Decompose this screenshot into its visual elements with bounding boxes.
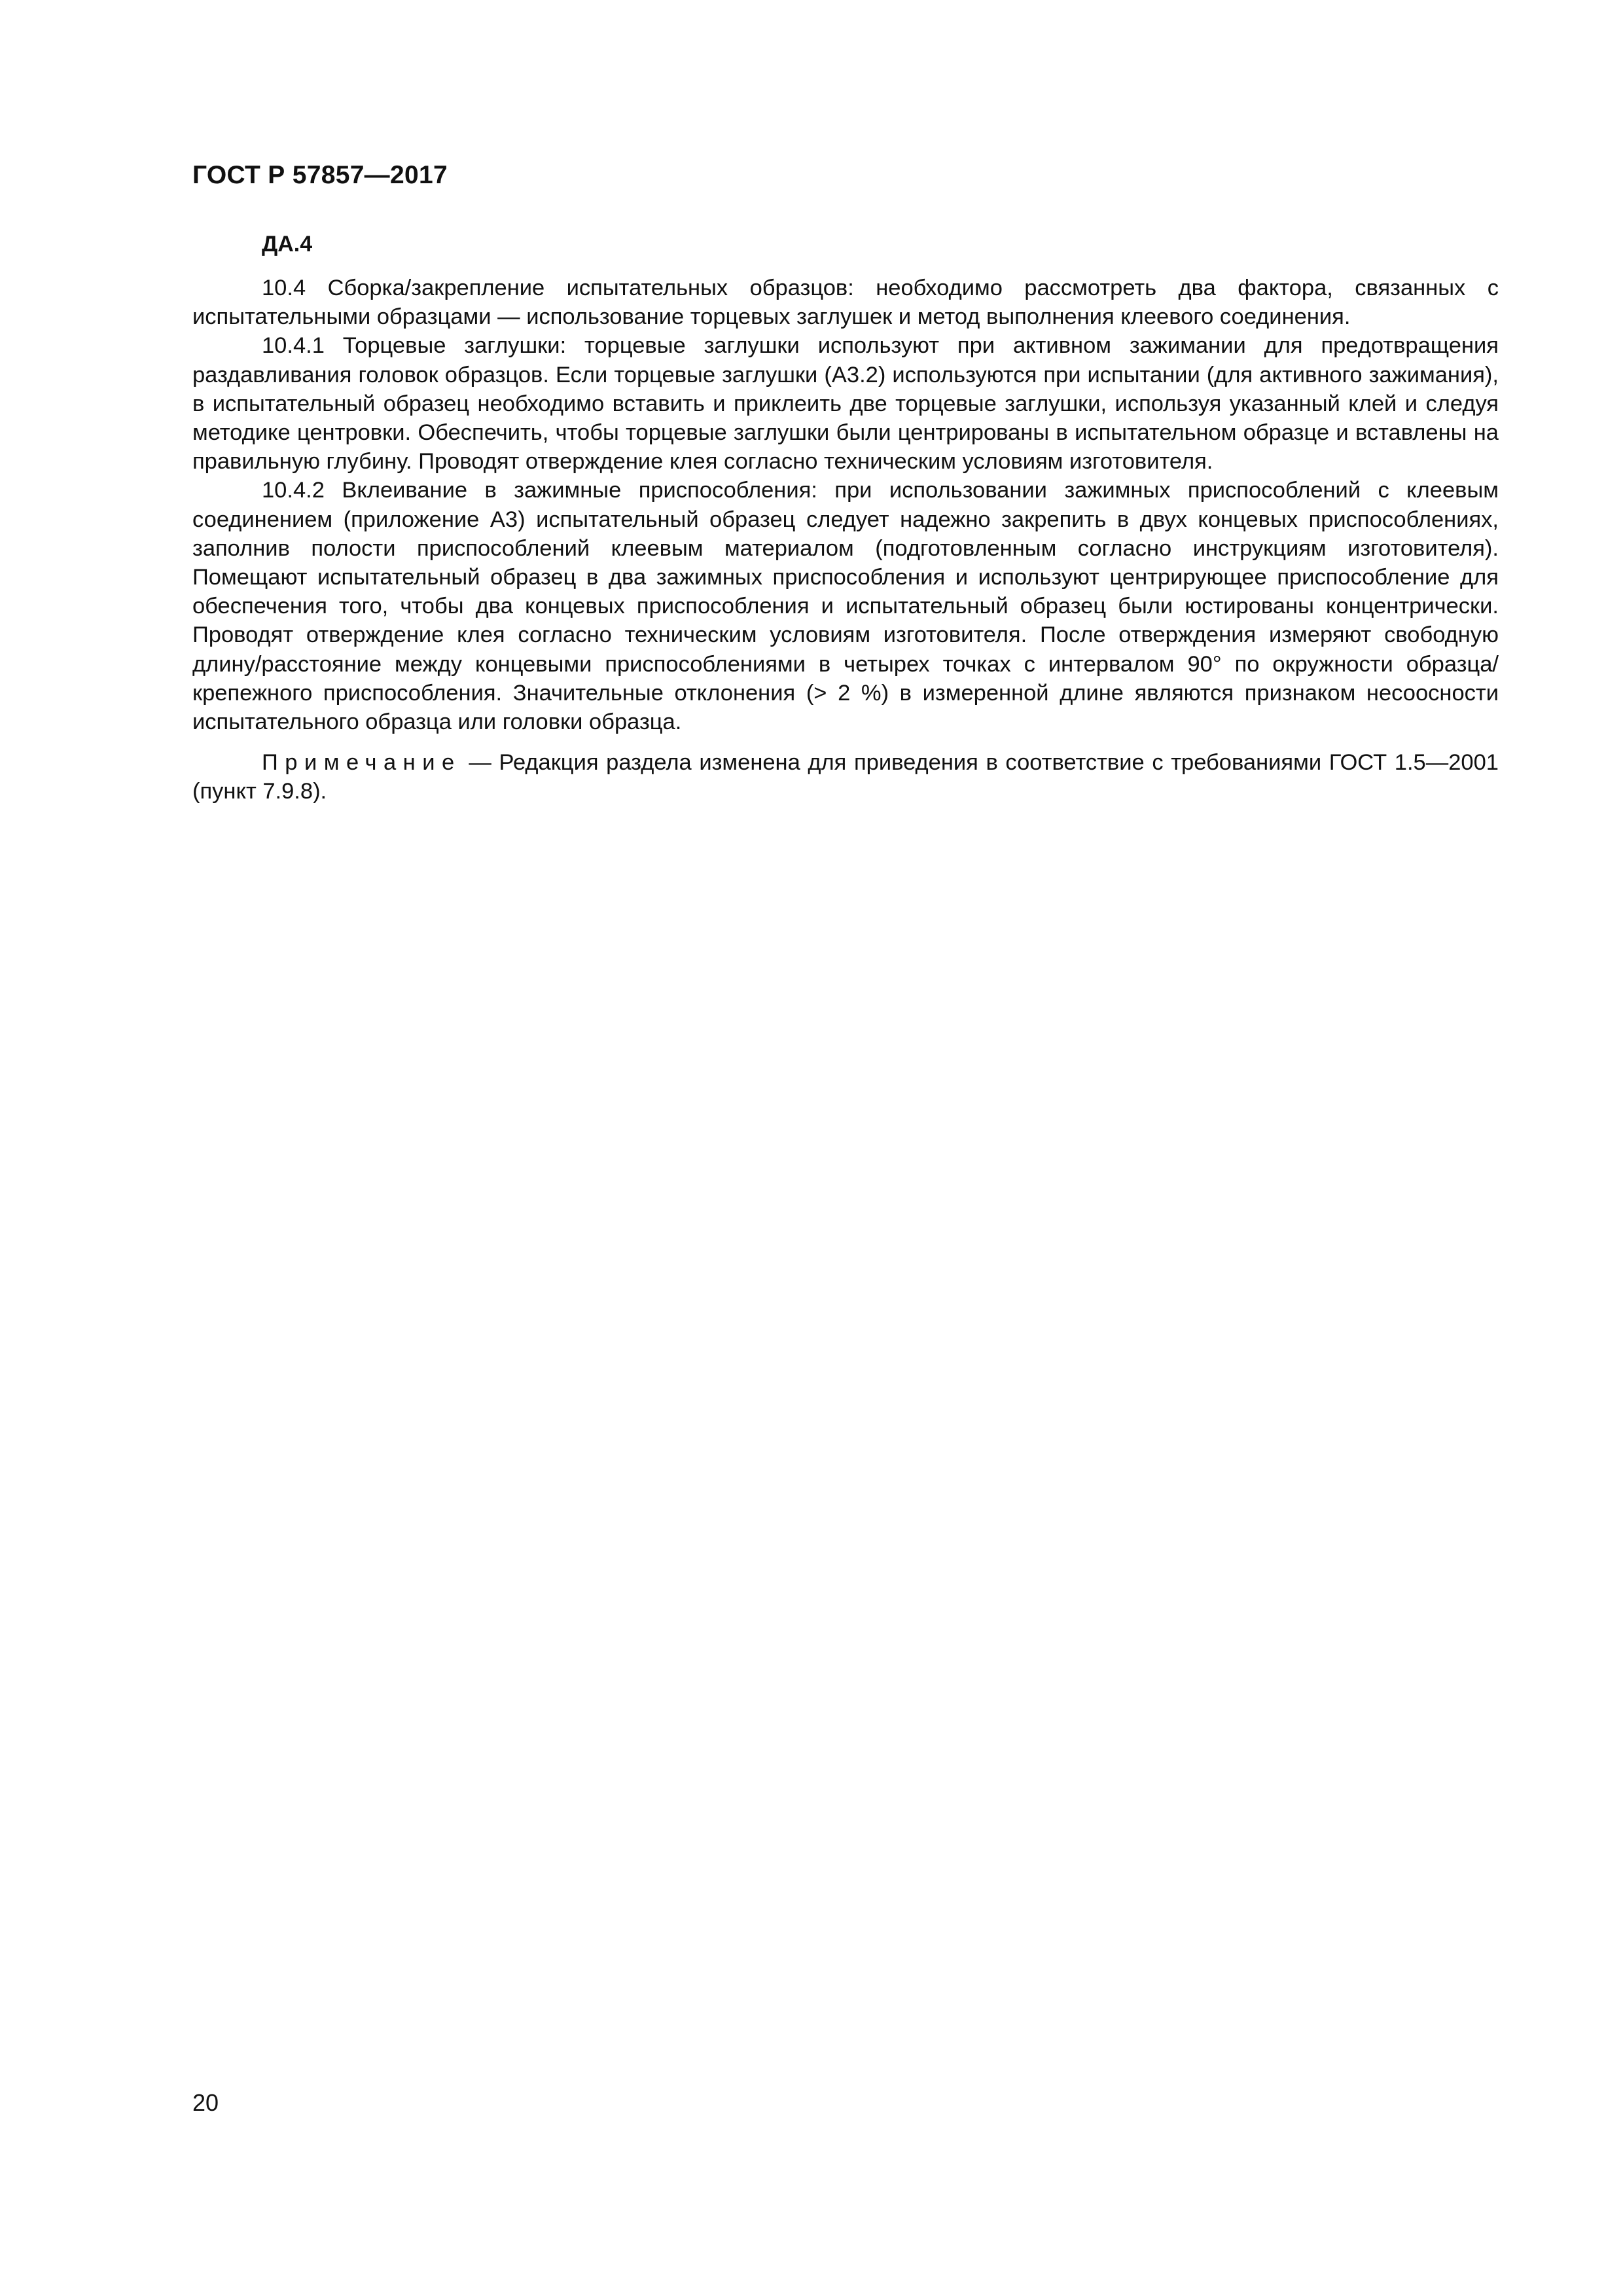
note [192, 748, 1499, 806]
paragraph-10-4: 10.4 Сборка/закрепление испытательных образцов: необходимо рассмотреть два фактора, связанных с испытательными образцами — использование торцевых заглушек и метод выполнения клеевого соединения. [192, 276, 1499, 330]
section-body [192, 274, 1499, 806]
page-number: 20 [192, 2089, 219, 2116]
note-label: Примечание [262, 750, 461, 776]
document-header: ГОСТ Р 57857—2017 [192, 161, 448, 189]
section-heading: ДА.4 [262, 232, 313, 257]
note-text: — Редакция раздела изменена для приведения в соответствие с требованиями ГОСТ 1.5—2001 (пункт 7.9.8). [192, 750, 1499, 804]
paragraph-10-4-2: 10.4.2 Вклеивание в зажимные приспособления: при использовании зажимных приспособлений с клеевым соединением (приложение А3) испытательный образец следует надежно закрепить в двух концевых приспособлениях, заполнив полости приспособлений клеевым материалом (подготовленным согласно инструкциям изготовителя). Помещают испытательный образец в два зажимных приспособления и используют центрирующее приспособление для обеспечения того, чтобы два концевых приспособления и испытательный образец были юстированы концентрически. Проводят отверждение клея согласно техническим условиям изготовителя. После отверждения измеряют свободную длину/расстояние между концевыми приспособлениями в четырех точках с интервалом 90° по окружности образца/крепежного приспособления. Значительные отклонения (> 2 %) в измеренной длине являются признаком несоосности испытательного образца или головки образца. [192, 478, 1499, 735]
paragraph-10-4-1: 10.4.1 Торцевые заглушки: торцевые заглушки используют при активном зажимании для предотвращения раздавливания головок образцов. Если торцевые заглушки (А3.2) используются при испытании (для активного зажимания), в испытательный образец необходимо вставить и приклеить две торцевые заглушки, используя указанный клей и следуя методике центровки. Обеспечить, чтобы торцевые заглушки были центрированы в испытательном образце и вставлены на правильную глубину. Проводят отверждение клея согласно техническим условиям изготовителя. [192, 333, 1499, 475]
